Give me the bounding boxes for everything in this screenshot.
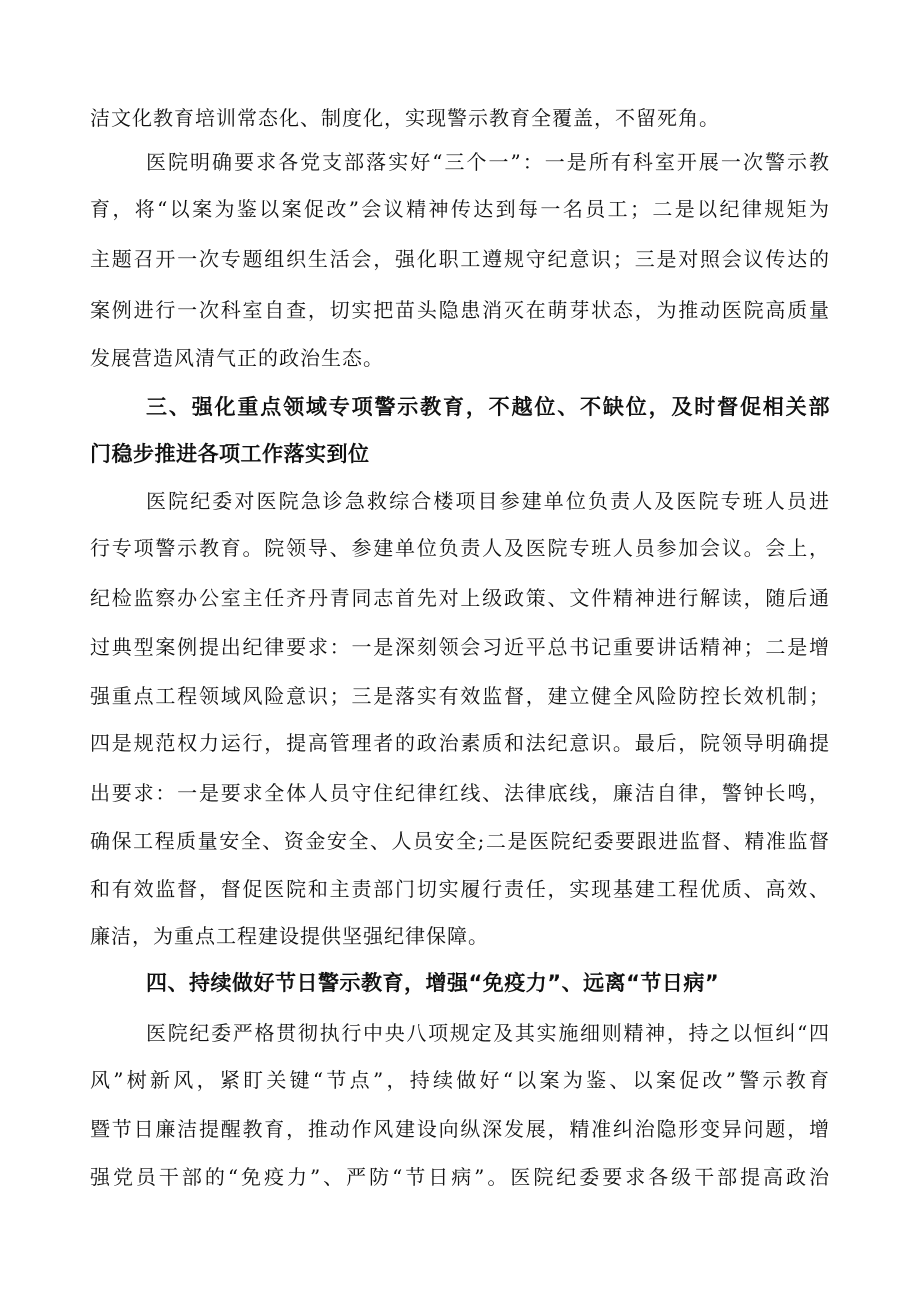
paragraph-2-line-4: 案例进行一次科室自查，切实把苗头隐患消灭在萌芽状态，为推动医院高质量 bbox=[90, 298, 830, 322]
paragraph-3-line-7: 出要求：一是要求全体人员守住纪律红线、法律底线，廉洁自律，警钟长鸣， bbox=[90, 781, 830, 805]
section-3-heading-line-1: 三、强化重点领域专项警示教育，不越位、不缺位，及时督促相关部 bbox=[146, 395, 830, 419]
section-3-heading-line-2: 门稳步推进各项工作落实到位 bbox=[90, 442, 370, 466]
paragraph-3-line-4: 过典型案例提出纪律要求：一是深刻领会习近平总书记重要讲话精神；二是增 bbox=[90, 635, 830, 659]
paragraph-4-line-2: 风”树新风，紧盯关键“节点”，持续做好“以案为鉴、以案促改”警示教育 bbox=[90, 1068, 830, 1092]
paragraph-1-line-1: 洁文化教育培训常态化、制度化，实现警示教育全覆盖，不留死角。 bbox=[90, 106, 720, 130]
paragraph-3-line-1: 医院纪委对医院急诊急救综合楼项目参建单位负责人及医院专班人员进 bbox=[146, 489, 830, 513]
paragraph-3-line-3: 纪检监察办公室主任齐丹青同志首先对上级政策、文件精神进行解读，随后通 bbox=[90, 586, 830, 610]
paragraph-4-line-4: 强党员干部的“免疫力”、严防“节日病”。医院纪委要求各级干部提高政治 bbox=[90, 1165, 830, 1189]
paragraph-4-line-1: 医院纪委严格贯彻执行中央八项规定及其实施细则精神，持之以恒纠“四 bbox=[146, 1021, 830, 1045]
paragraph-3-line-6: 四是规范权力运行，提高管理者的政治素质和法纪意识。最后，院领导明确提 bbox=[90, 731, 830, 755]
paragraph-2-line-2: 育，将“以案为鉴以案促改”会议精神传达到每一名员工；二是以纪律规矩为 bbox=[90, 197, 830, 221]
paragraph-3-line-2: 行专项警示教育。院领导、参建单位负责人及医院专班人员参加会议。会上， bbox=[90, 536, 830, 560]
paragraph-3-line-9: 和有效监督，督促医院和主责部门切实履行责任，实现基建工程优质、高效、 bbox=[90, 877, 830, 901]
paragraph-3-line-5: 强重点工程领域风险意识；三是落实有效监督，建立健全风险防控长效机制； bbox=[90, 684, 830, 708]
section-4-heading: 四、持续做好节日警示教育，增强“免疫力”、远离“节日病” bbox=[146, 971, 720, 995]
paragraph-2-line-5: 发展营造风清气正的政治生态。 bbox=[90, 346, 384, 370]
paragraph-4-line-3: 暨节日廉洁提醒教育，推动作风建设向纵深发展，精准纠治隐形变异问题，增 bbox=[90, 1117, 830, 1141]
paragraph-3-line-10: 廉洁，为重点工程建设提供坚强纪律保障。 bbox=[90, 924, 489, 948]
paragraph-3-line-8: 确保工程质量安全、资金安全、人员安全;二是医院纪委要跟进监督、精准监督 bbox=[90, 829, 830, 853]
paragraph-2-line-1: 医院明确要求各党支部落实好“三个一”：一是所有科室开展一次警示教 bbox=[146, 150, 830, 174]
paragraph-2-line-3: 主题召开一次专题组织生活会，强化职工遵规守纪意识；三是对照会议传达的 bbox=[90, 247, 830, 271]
